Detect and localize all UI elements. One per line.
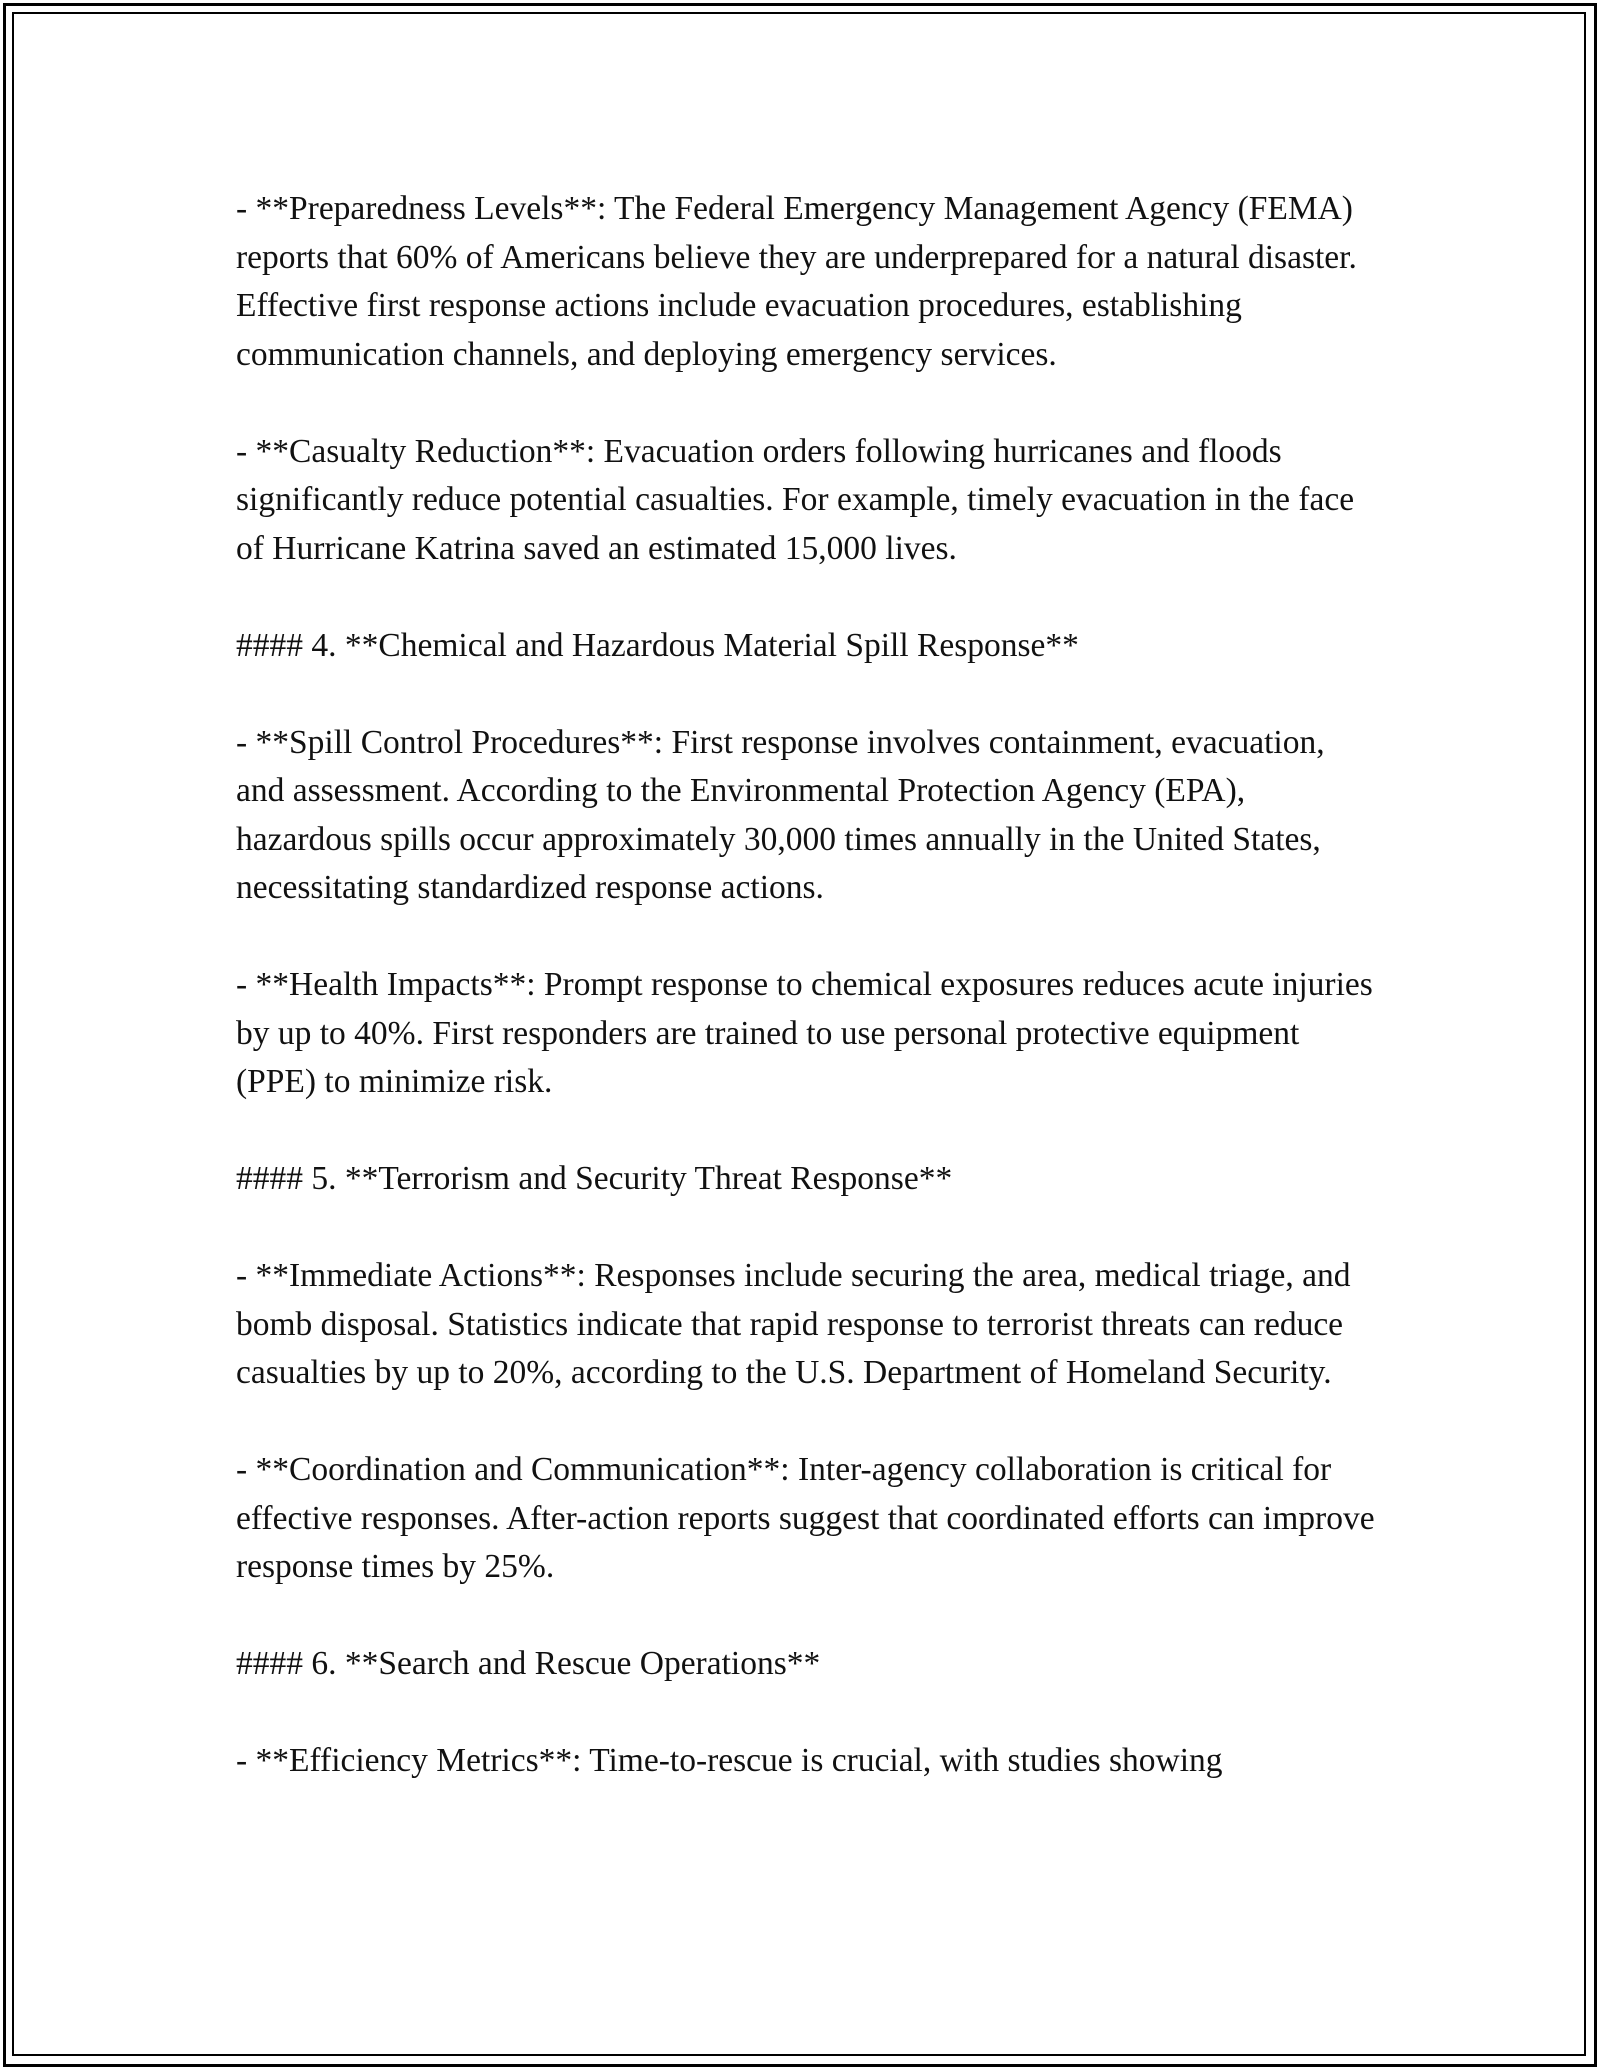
bullet-health-impacts: - **Health Impacts**: Prompt response to chemical exposures reduces acute injuries by up to 40%. First responders are trained to use personal protective equipment (PPE) to minimize risk. <box>236 966 1373 1100</box>
document-body <box>236 185 1376 1786</box>
paragraph-spacer <box>236 670 1376 719</box>
paragraph-spacer <box>236 1689 1376 1738</box>
bullet-preparedness-levels: - **Preparedness Levels**: The Federal Emergency Management Agency (FEMA) reports that 60% of Americans believe they are underprepared for a natural disaster. Effective first response actions include evacuation procedures, establishing communication channels, and deploying emergency services. <box>236 190 1357 373</box>
paragraph-spacer <box>236 1204 1376 1253</box>
bullet-efficiency-metrics: - **Efficiency Metrics**: Time-to-rescue is crucial, with studies showing <box>236 1742 1223 1779</box>
heading-section-6: #### 6. **Search and Rescue Operations** <box>236 1645 821 1682</box>
bullet-casualty-reduction: - **Casualty Reduction**: Evacuation orders following hurricanes and floods significantly reduce potential casualties. For example, timely evacuation in the face of Hurricane Katrina saved an estimated 15,000 lives. <box>236 432 1355 567</box>
paragraph-spacer <box>236 1398 1376 1447</box>
paragraph-spacer <box>236 379 1376 428</box>
heading-section-4: #### 4. **Chemical and Hazardous Material Spill Response** <box>236 626 1079 664</box>
paragraph-spacer <box>236 913 1376 962</box>
paragraph-spacer <box>236 573 1376 622</box>
paragraph-spacer <box>236 1592 1376 1641</box>
heading-section-5: #### 5. **Terrorism and Security Threat Response** <box>236 1160 953 1197</box>
bullet-spill-control-procedures: - **Spill Control Procedures**: First response involves containment, evacuation, and assessment. According to the Environmental Protection Agency (EPA), hazardous spills occur approximately 30,000 times annually in the United States, necessitating standardized response actions. <box>236 723 1325 906</box>
bullet-immediate-actions: - **Immediate Actions**: Responses include securing the area, medical triage, and bomb disposal. Statistics indicate that rapid response to terrorist threats can reduce casualties by up to 20%, according to the U.S. Department of Homeland Security. <box>236 1257 1351 1391</box>
bullet-coordination-communication: - **Coordination and Communication**: Inter-agency collaboration is critical for effective responses. After-action reports suggest that coordinated efforts can improve response times by 25%. <box>236 1451 1375 1585</box>
paragraph-spacer <box>236 1107 1376 1156</box>
